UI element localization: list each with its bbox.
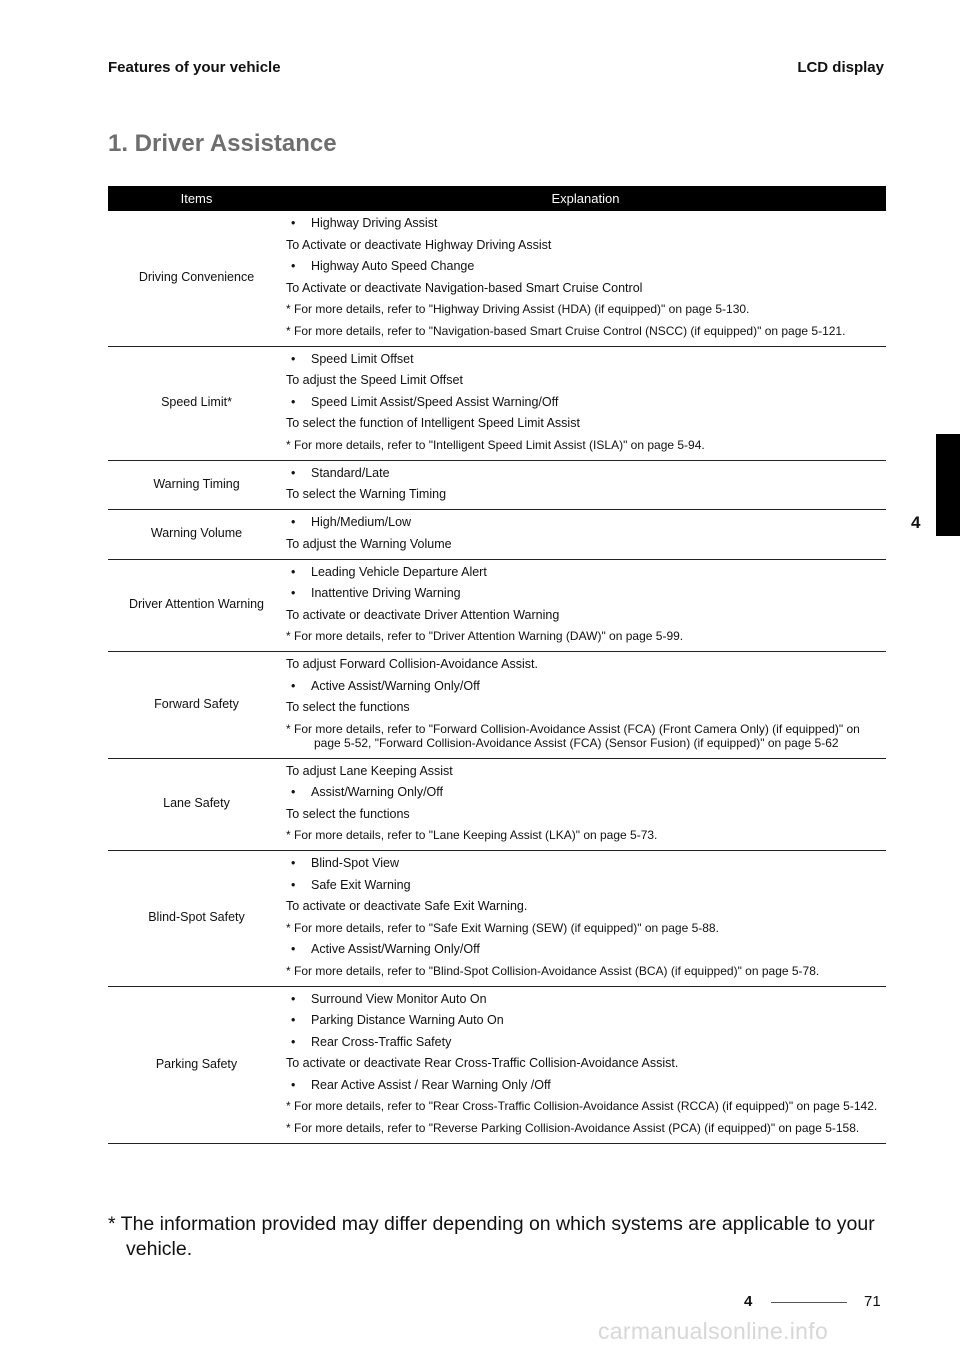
explanation-text: To adjust the Warning Volume [286, 536, 452, 551]
bullet-item: • Rear Cross-Traffic Safety [286, 1035, 882, 1049]
table-row [108, 652, 886, 759]
chapter-side-tab [936, 434, 960, 536]
explanation-text: To select the Warning Timing [286, 487, 447, 501]
bullet-item: • Highway Auto Speed Change [286, 259, 882, 273]
chapter-side-number: 4 [911, 513, 921, 532]
bullet-item: • Inattentive Driving Warning [286, 586, 882, 600]
page-header-right: LCD display [797, 59, 884, 76]
item-name: Forward Safety [108, 652, 285, 759]
item-explanation [285, 652, 886, 759]
explanation-text: To Activate or deactivate Navigation-based Smart Cruise Control [286, 280, 643, 295]
bullet-item: • Leading Vehicle Departure Alert [286, 565, 882, 579]
section-title: 1. Driver Assistance [108, 130, 337, 157]
table-row [108, 851, 886, 987]
item-name: Parking Safety [108, 986, 285, 1143]
item-name: Speed Limit* [108, 346, 285, 460]
reference-note: * For more details, refer to "Lane Keeping Assist (LKA)" on page 5-73. [286, 828, 658, 842]
bullet-item: • Safe Exit Warning [286, 878, 882, 892]
bullet-item: • Assist/Warning Only/Off [286, 785, 882, 799]
explanation-text: To Activate or deactivate Highway Driving Assist [286, 237, 552, 252]
reference-note: * For more details, refer to "Intelligent Speed Limit Assist (ISLA)" on page 5-94. [286, 437, 705, 452]
footer-divider [771, 1302, 847, 1303]
table-row [108, 559, 886, 652]
explanation-text: To activate or deactivate Safe Exit Warning. [286, 899, 528, 913]
footer-chapter-number: 4 [744, 1293, 753, 1310]
driver-assistance-table [108, 186, 886, 1144]
reference-note: * For more details, refer to "Blind-Spot Collision-Avoidance Assist (BCA) (if equipped)" on page 5-78. [286, 963, 820, 978]
watermark: carmanualsonline.info [598, 1318, 829, 1344]
item-name: Driving Convenience [108, 211, 285, 346]
table-row [108, 460, 886, 510]
explanation-text: To activate or deactivate Rear Cross-Traffic Collision-Avoidance Assist. [286, 1056, 679, 1070]
table-header-row [108, 186, 886, 211]
reference-note: * For more details, refer to "Highway Driving Assist (HDA) (if equipped)" on page 5-130. [286, 302, 750, 316]
column-header-items: Items [108, 186, 285, 211]
bullet-item: • Speed Limit Assist/Speed Assist Warning/Off [286, 395, 882, 409]
bullet-item: • Speed Limit Offset [286, 352, 882, 366]
item-explanation [285, 851, 886, 987]
bullet-item: • Active Assist/Warning Only/Off [286, 942, 882, 956]
footnote: * The information provided may differ depending on which systems are applicable to your vehicle. [108, 1213, 875, 1260]
item-explanation [285, 346, 886, 460]
bullet-item: • Surround View Monitor Auto On [286, 992, 882, 1006]
item-name: Driver Attention Warning [108, 559, 285, 652]
explanation-text: To activate or deactivate Driver Attention Warning [286, 607, 560, 622]
table-row [108, 211, 886, 346]
explanation-text: To adjust the Speed Limit Offset [286, 373, 463, 387]
item-explanation [285, 510, 886, 560]
table-row [108, 510, 886, 560]
bullet-item: • Parking Distance Warning Auto On [286, 1013, 882, 1027]
reference-note: * For more details, refer to "Reverse Parking Collision-Avoidance Assist (PCA) (if equipped)" on page 5-158. [286, 1120, 860, 1135]
reference-note: * For more details, refer to "Rear Cross-Traffic Collision-Avoidance Assist (RCCA) (if equipped)" on page 5-142. [286, 1099, 878, 1113]
reference-note: * For more details, refer to "Driver Attention Warning (DAW)" on page 5-99. [286, 629, 684, 643]
item-explanation [285, 211, 886, 346]
explanation-text: To select the functions [286, 700, 410, 714]
explanation-text: To adjust Forward Collision-Avoidance Assist. [286, 657, 538, 671]
item-explanation [285, 758, 886, 851]
bullet-item: • Rear Active Assist / Rear Warning Only /Off [286, 1078, 882, 1092]
table-row [108, 758, 886, 851]
bullet-item: • Highway Driving Assist [286, 216, 882, 230]
page-header-left: Features of your vehicle [108, 59, 281, 76]
explanation-text: To select the functions [286, 806, 410, 821]
reference-note: * For more details, refer to "Safe Exit Warning (SEW) (if equipped)" on page 5-88. [286, 920, 719, 935]
table-body [108, 211, 886, 1143]
column-header-explanation: Explanation [285, 186, 886, 211]
table-row [108, 346, 886, 460]
bullet-item: • Standard/Late [286, 466, 882, 480]
item-explanation [285, 460, 886, 510]
item-name: Warning Volume [108, 510, 285, 560]
item-name: Blind-Spot Safety [108, 851, 285, 987]
bullet-item: • Blind-Spot View [286, 856, 882, 870]
reference-note: * For more details, refer to "Forward Collision-Avoidance Assist (FCA) (Front Camera Only) (if equipped)" on page 5-52, "Forward Collision-Avoidance Assist (FCA) (Sensor Fusion) (if equipped)" on page 5-62 [286, 721, 860, 750]
item-name: Warning Timing [108, 460, 285, 510]
item-name: Lane Safety [108, 758, 285, 851]
footer-page-number: 71 [864, 1293, 881, 1310]
item-explanation [285, 559, 886, 652]
explanation-text: To adjust Lane Keeping Assist [286, 763, 453, 778]
item-explanation [285, 986, 886, 1143]
reference-note: * For more details, refer to "Navigation-based Smart Cruise Control (NSCC) (if equipped)" on page 5-121. [286, 323, 846, 338]
bullet-item: • Active Assist/Warning Only/Off [286, 679, 882, 693]
explanation-text: To select the function of Intelligent Speed Limit Assist [286, 416, 580, 430]
table-row [108, 986, 886, 1143]
bullet-item: • High/Medium/Low [286, 515, 882, 529]
